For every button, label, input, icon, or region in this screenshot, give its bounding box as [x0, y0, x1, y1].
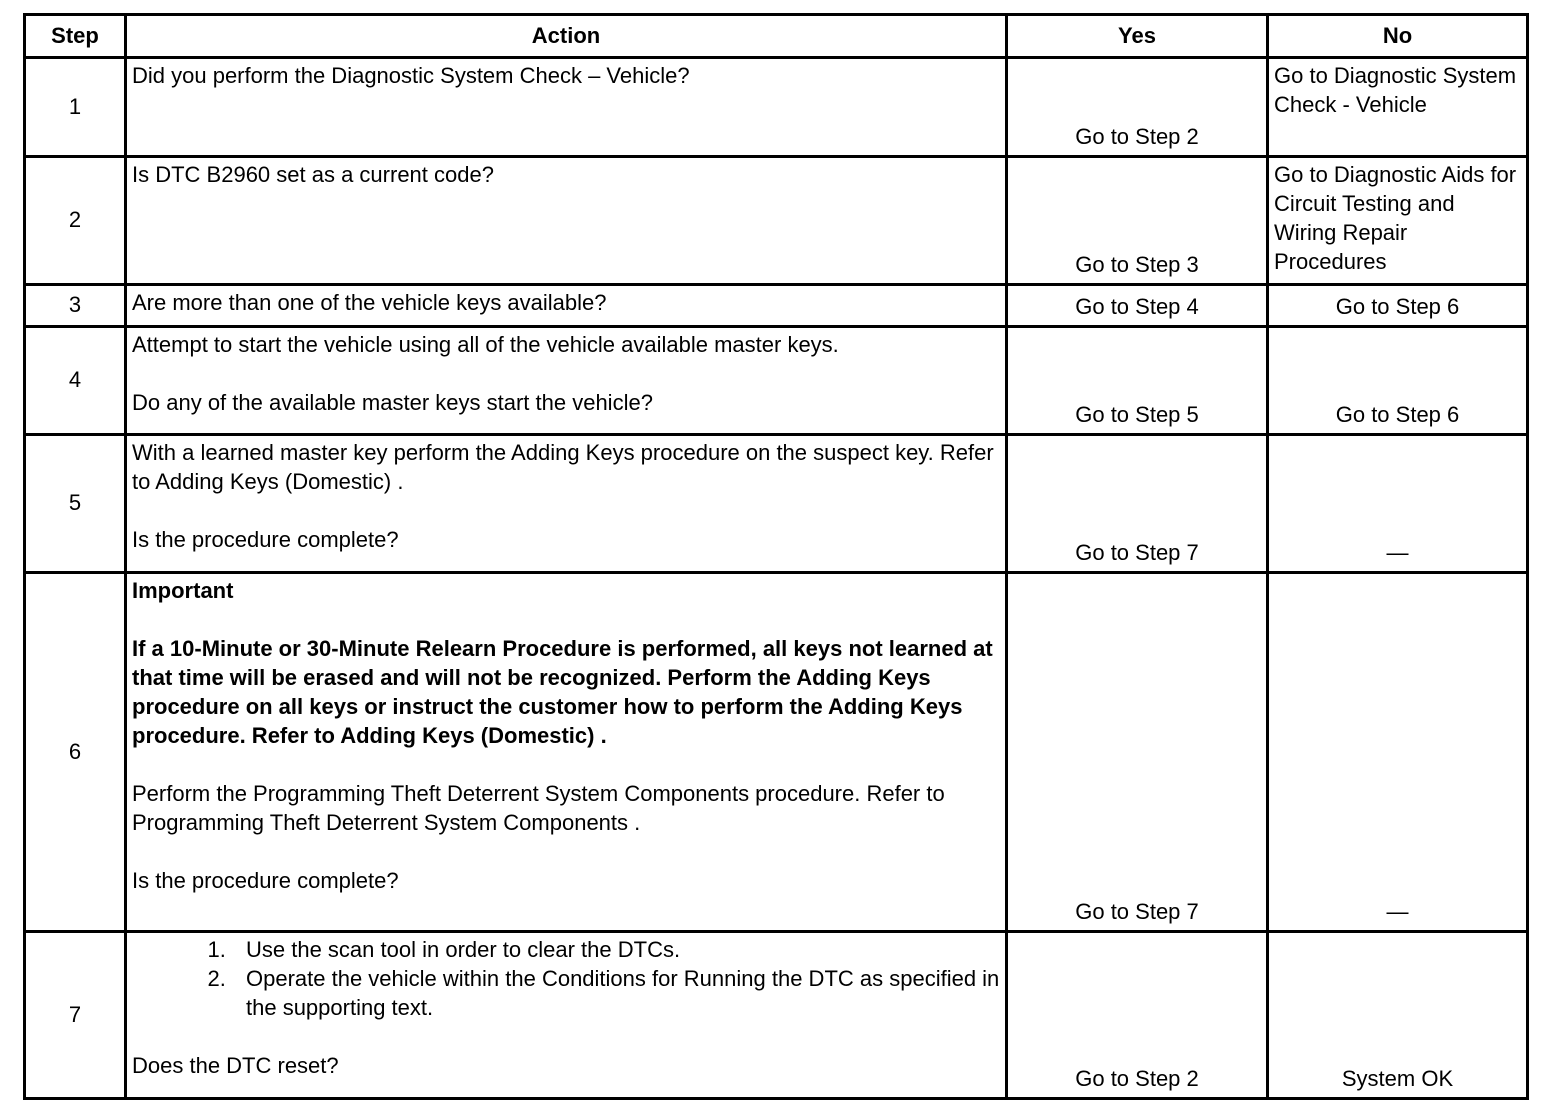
action-question: Do any of the available master keys start the vehicle? [132, 390, 653, 415]
action-text: Attempt to start the vehicle using all of the vehicle available master keys. [132, 332, 839, 357]
header-step: Step [25, 15, 126, 58]
procedure-list-item: 2. Operate the vehicle within the Conditions for Running the DTC as specified in the supporting text. [232, 964, 1000, 1022]
action-text: With a learned master key perform the Adding Keys procedure on the suspect key. Refer to Adding Keys (Domestic) . [132, 440, 994, 494]
action-text: Are more than one of the vehicle keys available? [132, 290, 607, 315]
header-no: No [1268, 15, 1528, 58]
action-cell [126, 58, 1007, 157]
header-action: Action [126, 15, 1007, 58]
step-number: 5 [25, 435, 126, 573]
yes-cell: Go to Step 7 [1007, 435, 1268, 573]
no-cell: Go to Diagnostic Aids for Circuit Testing and Wiring Repair Procedures [1268, 157, 1528, 285]
action-cell [126, 573, 1007, 932]
no-cell: System OK [1268, 932, 1528, 1099]
table-row [25, 327, 1528, 435]
table-row [25, 157, 1528, 285]
action-cell [126, 435, 1007, 573]
yes-cell: Go to Step 2 [1007, 58, 1268, 157]
diagnostic-table [23, 13, 1529, 1100]
action-question: Is the procedure complete? [132, 868, 399, 893]
action-text: Is DTC B2960 set as a current code? [132, 162, 494, 187]
table-row [25, 58, 1528, 157]
action-cell [126, 285, 1007, 327]
action-cell [126, 932, 1007, 1099]
step-number: 1 [25, 58, 126, 157]
header-row [25, 15, 1528, 58]
table-row [25, 932, 1528, 1099]
important-title: Important [132, 578, 234, 603]
step-number: 4 [25, 327, 126, 435]
no-cell: Go to Step 6 [1268, 327, 1528, 435]
yes-cell: Go to Step 2 [1007, 932, 1268, 1099]
important-text: If a 10-Minute or 30-Minute Relearn Procedure is performed, all keys not learned at that time will be erased and will not be recognized. Perform the Adding Keys procedure on all keys or instruct the customer how to perform the Adding Keys procedure. Refer to Adding Keys (Domestic) . [132, 636, 993, 748]
action-cell [126, 327, 1007, 435]
step-number: 7 [25, 932, 126, 1099]
yes-cell: Go to Step 3 [1007, 157, 1268, 285]
header-yes: Yes [1007, 15, 1268, 58]
action-question: Does the DTC reset? [132, 1053, 339, 1078]
action-question: Is the procedure complete? [132, 527, 399, 552]
yes-cell: Go to Step 5 [1007, 327, 1268, 435]
no-cell: Go to Step 6 [1268, 285, 1528, 327]
table-row [25, 435, 1528, 573]
yes-cell: Go to Step 4 [1007, 285, 1268, 327]
step-number: 6 [25, 573, 126, 932]
action-text: Did you perform the Diagnostic System Check – Vehicle? [132, 63, 690, 88]
no-cell: Go to Diagnostic System Check - Vehicle [1268, 58, 1528, 157]
no-cell: — [1268, 435, 1528, 573]
table-row [25, 285, 1528, 327]
step-number: 2 [25, 157, 126, 285]
action-cell [126, 157, 1007, 285]
action-text: Perform the Programming Theft Deterrent System Components procedure. Refer to Programming Theft Deterrent System Components . [132, 781, 945, 835]
procedure-list [132, 935, 1000, 1022]
yes-cell: Go to Step 7 [1007, 573, 1268, 932]
no-cell: — [1268, 573, 1528, 932]
step-number: 3 [25, 285, 126, 327]
procedure-list-item: 1. Use the scan tool in order to clear the DTCs. [232, 935, 1000, 964]
table-row [25, 573, 1528, 932]
